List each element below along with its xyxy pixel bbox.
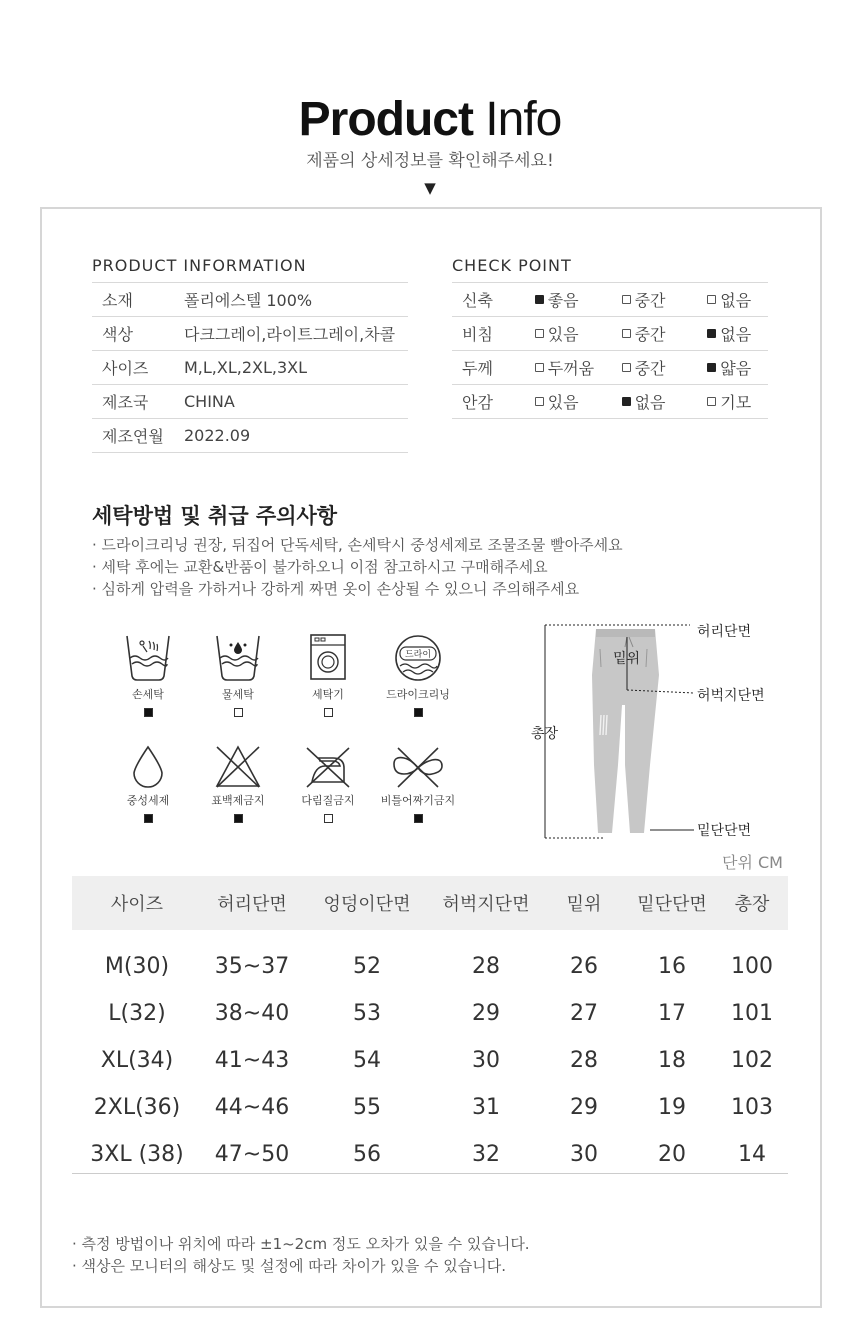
size-cell: 35~37 <box>214 954 290 979</box>
hand-wash-icon <box>123 632 173 684</box>
care-check <box>324 708 333 717</box>
info-row <box>92 385 408 419</box>
unchecked-box-icon <box>535 397 544 406</box>
washing-note: · 심하게 압력을 가하거나 강하게 짜면 옷이 손상될 수 있으니 주의해주세요 <box>92 580 580 598</box>
size-cell: 54 <box>353 1048 381 1073</box>
size-cell: XL(34) <box>100 1048 174 1073</box>
size-cell: 16 <box>658 954 686 979</box>
label-thigh: 허벅지단면 <box>697 688 765 704</box>
size-cell: 2XL(36) <box>93 1095 181 1120</box>
check-point-table <box>452 282 768 419</box>
care-no-wring <box>373 744 463 827</box>
care-check <box>144 814 153 823</box>
check-row <box>452 283 768 317</box>
label-hem: 밑단단면 <box>697 823 752 839</box>
page-subtitle: 제품의 상세정보를 확인해주세요! <box>306 151 554 171</box>
neutral-detergent-icon <box>123 744 173 790</box>
check-option <box>622 322 666 345</box>
water-wash-icon <box>213 632 263 684</box>
footer-note: · 색상은 모니터의 해상도 및 설정에 따라 차이가 있을 수 있습니다. <box>72 1257 506 1275</box>
washing-note: · 드라이크리닝 권장, 뒤집어 단독세탁, 손세탁시 중성세제로 조물조물 빨아주세요 <box>92 536 623 554</box>
table-row <box>72 1084 788 1131</box>
info-value: 폴리에스텔 100% <box>184 283 408 317</box>
unchecked-box-icon <box>535 329 544 338</box>
size-cell: 29 <box>472 1001 500 1026</box>
table-row <box>72 930 788 990</box>
check-point-heading: CHECK POINT <box>452 256 572 275</box>
size-cell: 103 <box>731 1095 773 1120</box>
check-option <box>707 288 751 311</box>
washing-note: · 세탁 후에는 교환&반품이 불가하오니 이점 참고하시고 구매해주세요 <box>92 558 548 576</box>
info-label: 제조국 <box>92 385 184 419</box>
check-label: 신축 <box>452 283 535 317</box>
care-washing-machine <box>283 632 373 721</box>
care-check <box>234 708 243 717</box>
size-header-cell: 허리단면 <box>202 876 302 930</box>
info-value: 다크그레이,라이트그레이,차콜 <box>184 317 408 351</box>
unit-label: 단위 CM <box>722 853 783 872</box>
check-label: 안감 <box>452 385 535 419</box>
info-value: CHINA <box>184 385 408 419</box>
check-option-label: 얇음 <box>720 359 752 378</box>
title-bold: Product <box>298 93 473 146</box>
check-option <box>622 288 666 311</box>
check-option-label: 중간 <box>634 359 666 378</box>
care-check <box>234 814 243 823</box>
size-header-cell: 밑단단면 <box>628 876 716 930</box>
size-header-cell: 허벅지단면 <box>432 876 540 930</box>
page-header <box>0 92 860 197</box>
size-cell: 18 <box>658 1048 686 1073</box>
size-cell: 55 <box>353 1095 381 1120</box>
size-cell: L(32) <box>108 1001 166 1026</box>
size-header-cell: 밑위 <box>540 876 628 930</box>
care-check <box>414 708 423 717</box>
checked-box-icon <box>622 397 631 406</box>
check-option <box>535 356 594 379</box>
label-rise: 밑위 <box>613 651 641 667</box>
size-cell: 56 <box>353 1142 381 1167</box>
table-row <box>72 990 788 1037</box>
info-label: 소재 <box>92 283 184 317</box>
info-row <box>92 351 408 385</box>
title-light: Info <box>472 93 562 146</box>
check-label: 비침 <box>452 317 535 351</box>
info-row <box>92 283 408 317</box>
size-cell: 101 <box>731 1001 773 1026</box>
care-label: 드라이크리닝 <box>386 688 450 701</box>
size-cell: 32 <box>472 1142 500 1167</box>
check-row <box>452 385 768 419</box>
care-check <box>144 708 153 717</box>
check-label: 두께 <box>452 351 535 385</box>
check-option-label: 중간 <box>634 325 666 344</box>
check-option <box>535 390 579 413</box>
pants-measurement-diagram <box>530 615 790 845</box>
page-title <box>0 92 860 148</box>
size-cell: 20 <box>658 1142 686 1167</box>
size-cell: 14 <box>738 1142 766 1167</box>
size-cell: 27 <box>570 1001 598 1026</box>
size-cell: 19 <box>658 1095 686 1120</box>
unchecked-box-icon <box>622 363 631 372</box>
washing-machine-icon <box>303 632 353 684</box>
care-label: 표백제금지 <box>211 794 265 807</box>
check-option-label: 두꺼움 <box>547 359 595 378</box>
check-option <box>535 288 579 311</box>
check-row <box>452 317 768 351</box>
check-option <box>535 322 579 345</box>
info-value: M,L,XL,2XL,3XL <box>184 351 408 385</box>
care-water-wash <box>193 632 283 721</box>
footer-note: · 측정 방법이나 위치에 따라 ±1~2cm 정도 오차가 있을 수 있습니다. <box>72 1235 530 1253</box>
care-label: 다림질금지 <box>301 794 355 807</box>
size-cell: 53 <box>353 1001 381 1026</box>
unchecked-box-icon <box>535 363 544 372</box>
size-cell: 3XL (38) <box>90 1142 184 1167</box>
check-option-label: 있음 <box>547 393 579 412</box>
care-no-bleach <box>193 744 283 827</box>
product-info-heading: PRODUCT INFORMATION <box>92 256 307 275</box>
care-check <box>324 814 333 823</box>
footer-notes <box>72 1233 530 1277</box>
size-cell: 30 <box>472 1048 500 1073</box>
care-label: 비틀어짜기금지 <box>380 794 456 807</box>
down-arrow-icon: ▼ <box>424 179 436 197</box>
size-cell: 17 <box>658 1001 686 1026</box>
size-header-cell: 총장 <box>716 876 788 930</box>
size-table-divider <box>72 1173 788 1174</box>
care-label: 손세탁 <box>132 688 164 701</box>
check-option <box>707 356 751 379</box>
dry-clean-badge: 드라이 <box>404 650 432 660</box>
size-table <box>72 876 788 1178</box>
size-cell: 29 <box>570 1095 598 1120</box>
label-waist: 허리단면 <box>697 624 752 640</box>
size-cell: 28 <box>570 1048 598 1073</box>
size-cell: 26 <box>570 954 598 979</box>
product-info-table <box>92 282 408 453</box>
check-option-label: 좋음 <box>547 291 579 310</box>
unchecked-box-icon <box>622 329 631 338</box>
info-value: 2022.09 <box>184 419 408 453</box>
check-option-label: 없음 <box>720 291 752 310</box>
care-neutral-detergent <box>103 744 193 827</box>
size-cell: M(30) <box>104 954 170 979</box>
no-bleach-icon <box>213 744 263 790</box>
size-cell: 30 <box>570 1142 598 1167</box>
info-label: 제조연월 <box>92 419 184 453</box>
table-row <box>72 1131 788 1178</box>
check-option <box>707 390 751 413</box>
size-cell: 52 <box>353 954 381 979</box>
no-iron-icon <box>303 744 353 790</box>
size-cell: 28 <box>472 954 500 979</box>
check-option <box>707 322 751 345</box>
no-wring-icon <box>388 744 448 790</box>
checked-box-icon <box>535 295 544 304</box>
size-cell: 100 <box>731 954 773 979</box>
check-option-label: 없음 <box>720 325 752 344</box>
dry-clean-icon <box>393 632 443 684</box>
checked-box-icon <box>707 363 716 372</box>
unchecked-box-icon <box>622 295 631 304</box>
unchecked-box-icon <box>707 397 716 406</box>
check-option-label: 없음 <box>634 393 666 412</box>
care-dry-clean <box>373 632 463 721</box>
washing-notes <box>92 534 623 600</box>
size-header-cell: 엉덩이단면 <box>302 876 432 930</box>
size-cell: 31 <box>472 1095 500 1120</box>
info-row <box>92 317 408 351</box>
size-cell: 41~43 <box>214 1048 290 1073</box>
info-label: 색상 <box>92 317 184 351</box>
size-cell: 47~50 <box>214 1142 290 1167</box>
care-no-iron <box>283 744 373 827</box>
check-option-label: 중간 <box>634 291 666 310</box>
size-header-cell: 사이즈 <box>72 876 202 930</box>
washing-title: 세탁방법 및 취급 주의사항 <box>92 504 338 528</box>
check-option <box>622 356 666 379</box>
care-label: 세탁기 <box>312 688 344 701</box>
size-cell: 102 <box>731 1048 773 1073</box>
check-option-label: 기모 <box>720 393 752 412</box>
checked-box-icon <box>707 329 716 338</box>
table-row <box>72 1037 788 1084</box>
check-option <box>622 390 666 413</box>
info-row <box>92 419 408 453</box>
care-check <box>414 814 423 823</box>
info-label: 사이즈 <box>92 351 184 385</box>
check-row <box>452 351 768 385</box>
label-total-length: 총장 <box>531 726 559 742</box>
unchecked-box-icon <box>707 295 716 304</box>
care-label: 중성세제 <box>126 794 170 807</box>
size-cell: 44~46 <box>214 1095 290 1120</box>
care-label: 물세탁 <box>222 688 254 701</box>
size-cell: 38~40 <box>214 1001 290 1026</box>
check-option-label: 있음 <box>547 325 579 344</box>
care-hand-wash <box>103 632 193 721</box>
